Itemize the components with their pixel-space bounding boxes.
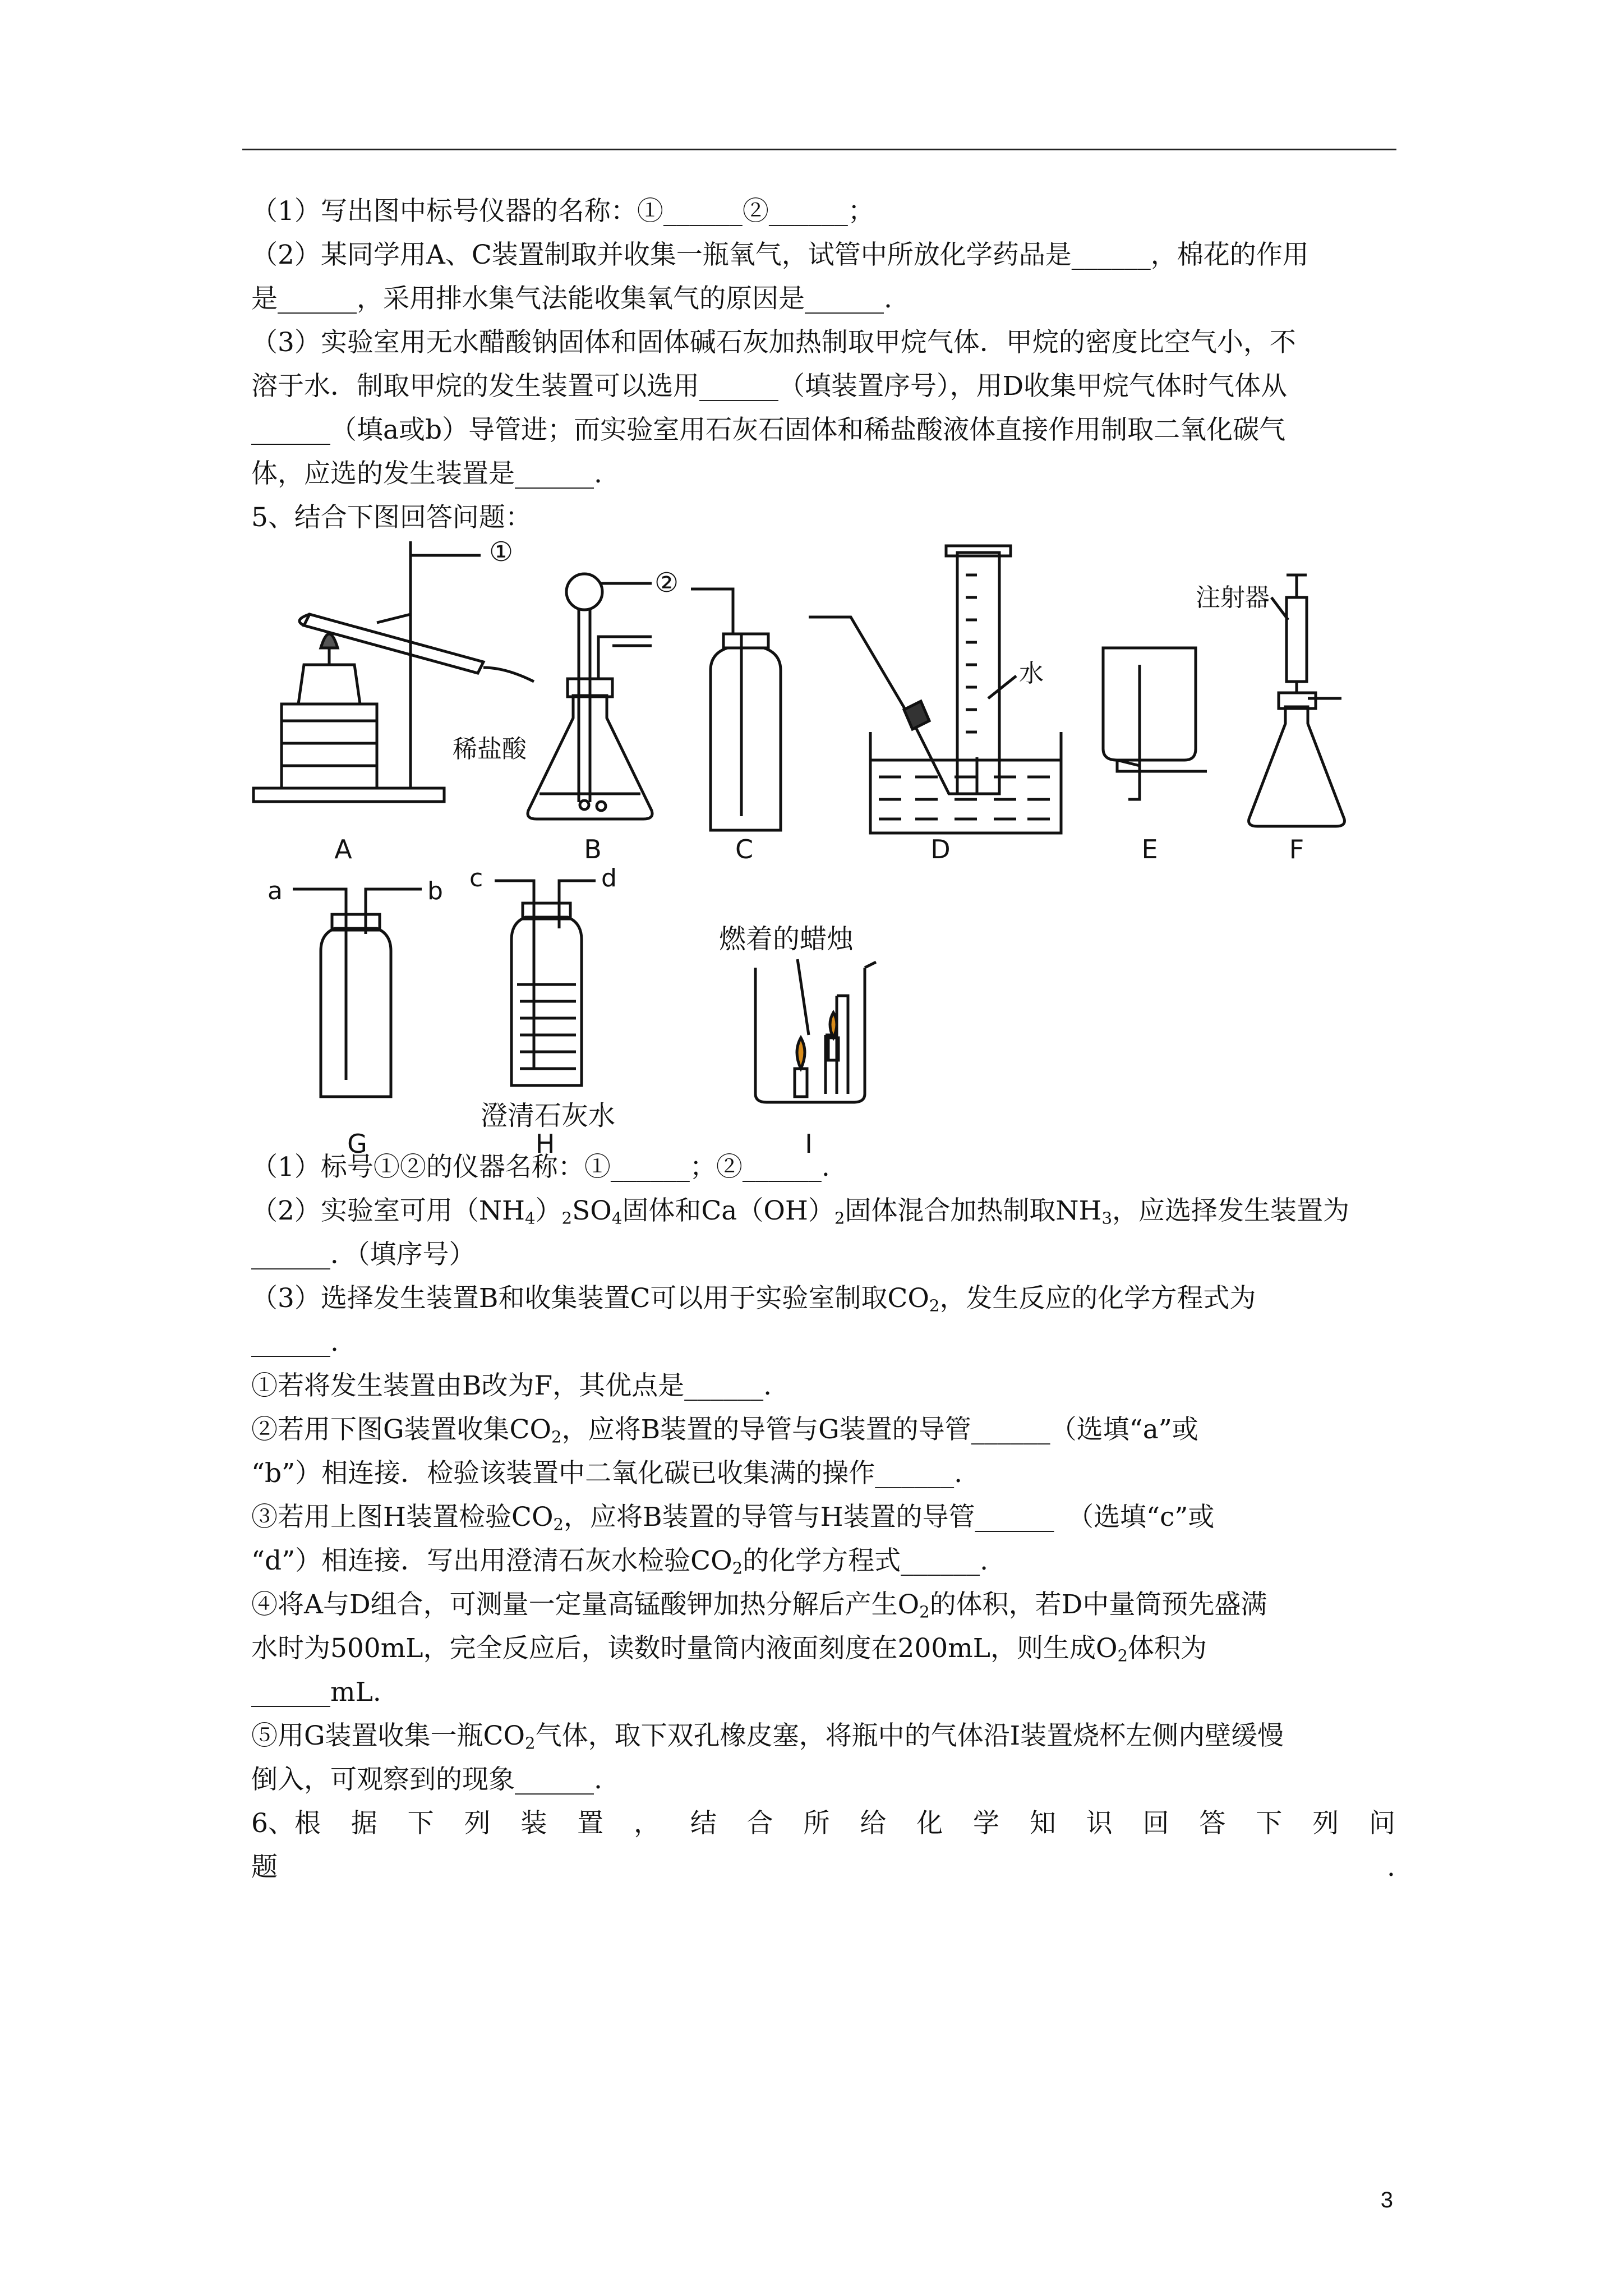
q5-item1: ①若将发生装置由B改为F，其优点是______. [251,1370,772,1401]
q4-part3-line2: 溶于水．制取甲烷的发生装置可以选用______（填装置序号），用D收集甲烷气体时气体从 [251,371,1288,402]
q4-part3-line1: （3）实验室用无水醋酸钠固体和固体碱石灰加热制取甲烷气体．甲烷的密度比空气小，不 [251,327,1296,358]
label-F: F [1289,834,1304,861]
q5-item4-line1: ④将A与D组合，可测量一定量高锰酸钾加热分解后产生$O_2$的体积，若D中量筒预先盛满 [251,1589,1267,1622]
label-D: D [930,834,951,861]
label-A: A [334,834,352,861]
q4-part3-line3: ______（填a或b）导管进；而实验室用石灰石固体和稀盐酸液体直接作用制取二氧化碳气 [251,415,1286,445]
q5-item3-line1: ③若用上图H装置检验$CO_2$，应将B装置的导管与H装置的导管______ （选填“c”或 [251,1502,1215,1534]
candle-label: 燃着的蜡烛 [719,923,854,955]
q5-item3-line2: “d”）相连接．写出用澄清石灰水检验$CO_2$的化学方程式______. [251,1545,989,1578]
tube-a-label: a [268,877,283,905]
mark-1-label: ① [489,536,514,568]
apparatus-f [1249,575,1345,826]
question-text-bottom [251,1145,1395,1889]
q5-item4-line2: 水时为500mL，完全反应后，读数时量筒内液面刻度在200mL，则生成$O_2$体积为 [251,1633,1207,1665]
apparatus-c [691,589,781,830]
apparatus-d [809,546,1061,833]
q5-item5-line1: ⑤用G装置收集一瓶$CO_2$气体，取下双孔橡皮塞，将瓶中的气体沿I装置烧杯左侧内壁缓慢 [251,1720,1284,1753]
q4-part2-line2: 是______，采用排水集气法能收集氧气的原因是______. [251,283,892,314]
page-number: 3 [1380,2188,1393,2212]
q4-part2-line1: （2）某同学用A、C装置制取并收集一瓶氧气，试管中所放化学药品是______，棉花的作用 [251,240,1309,270]
q4-part3-line4: 体，应选的发生装置是______. [251,458,602,489]
q5-item2-line1: ②若用下图G装置收集$CO_2$，应将B装置的导管与G装置的导管______（选填“a”或 [251,1414,1198,1447]
apparatus-g [293,889,422,1097]
label-C: C [735,834,754,861]
apparatus-b [528,574,652,819]
label-I: I [805,1129,813,1158]
label-B: B [584,834,602,861]
figure-letters-row1 [334,834,1304,861]
q5-sub2-line1: （2）实验室可用$(NH_4)_2SO_4$固体和$Ca(OH)_2$固体混合加热制取$NH_3$，应选择发生装置为 [251,1195,1350,1228]
q5-sub3-line1: （3）选择发生装置B和收集装置C可以用于实验室制取$CO_2$，发生反应的化学方程式为 [251,1283,1256,1315]
label-H: H [535,1129,555,1158]
q5-item4-line3: ______mL. [251,1677,381,1708]
q5-sub1: （1）标号①②的仪器名称：①______；②______. [251,1152,830,1182]
q6-line2: 题 . [251,1852,1395,1883]
hcl-label: 稀盐酸 [453,735,527,763]
q5-sub3-line2: ______. [251,1327,339,1358]
q5-item5-line2: 倒入，可观察到的现象______. [251,1764,602,1795]
apparatus-figure-row1 [242,536,1420,861]
water-label: 水 [1019,659,1044,688]
syringe-label: 注射器 [1196,583,1270,612]
apparatus-i [755,962,876,1102]
q4-part1: （1）写出图中标号仪器的名称：①______②______； [251,196,874,227]
q5-item2-line2: “b”）相连接．检验该装置中二氧化碳已收集满的操作______. [251,1458,963,1489]
mark-2-label: ② [654,567,679,599]
tube-d-label: d [601,867,617,892]
tube-b-label: b [427,877,443,905]
limewater-label: 澄清石灰水 [481,1100,616,1131]
label-G: G [347,1129,367,1158]
q5-title: 5、结合下图回答问题： [251,502,532,533]
q6-line1: 6、根 据 下 列 装 置 ， 结 合 所 给 化 学 知 识 回 答 下 列 问 [251,1808,1395,1839]
apparatus-h [495,881,596,1085]
apparatus-figure-row2 [242,867,1420,1158]
q5-sub2-line2: ______．（填序号） [251,1239,476,1270]
header-rule [242,149,1396,150]
tube-c-label: c [469,867,483,892]
label-E: E [1141,834,1158,861]
apparatus-e [1103,648,1207,799]
question-text-top [251,190,1395,540]
